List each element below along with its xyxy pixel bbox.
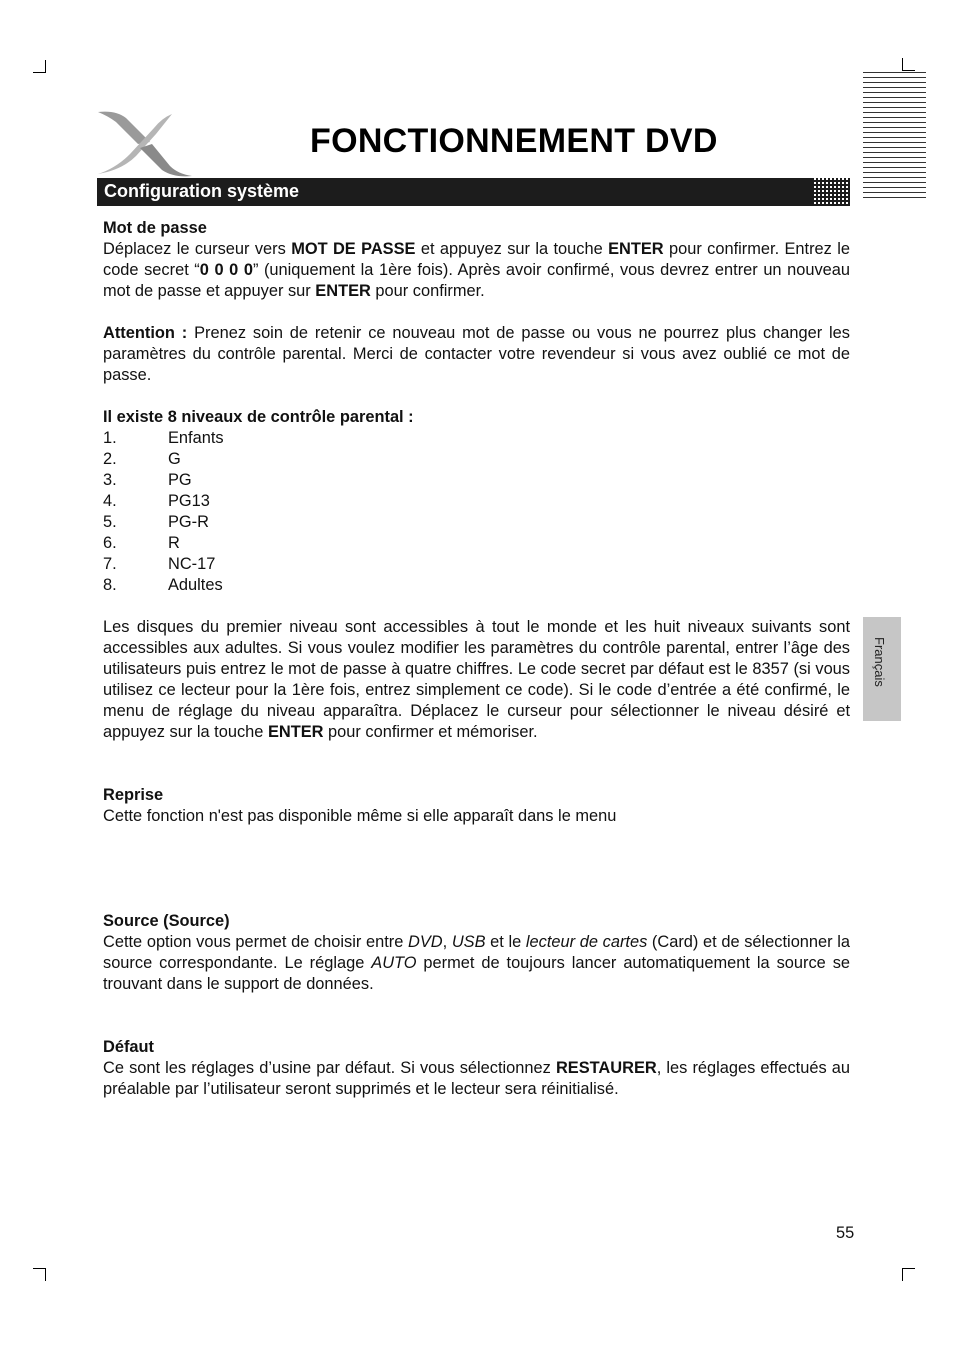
list-item: 5. PG-R (103, 513, 209, 531)
attention-label: Attention : (103, 324, 188, 342)
page-title: FONCTIONNEMENT DVD (310, 122, 718, 160)
paragraph-source: Cette option vous permet de choisir entre DVD, USB et le lecteur de cartes (Card) et de sélectionner la source correspondante. Le réglage AUTO permet de toujours lancer automatiquement la source se trouvant dans le support de données. (103, 933, 851, 993)
crop-mark-top-left (33, 60, 46, 73)
heading-parental-levels: Il existe 8 niveaux de contrôle parental : (103, 408, 414, 426)
list-item: 8. Adultes (103, 576, 223, 594)
list-item: 6. R (103, 534, 180, 552)
list-item: 1. Enfants (103, 429, 224, 447)
brand-logo-x-icon (96, 108, 196, 178)
crop-mark-bottom-left (33, 1268, 46, 1281)
paragraph-password: Déplacez le curseur vers MOT DE PASSE et appuyez sur la touche ENTER pour confirmer. Entrez le code secret “0 0 0 0” (uniquement la 1ère fois). Après avoir confirmé, vous devrez entrer un nouveau mot de passe et appuyer sur ENTER pour confirmer. (103, 240, 851, 300)
paragraph-parental: Les disques du premier niveau sont accessibles à tout le monde et les huit niveaux suivants sont accessibles aux adultes. Si vous voulez modifier les paramètres du contrôle parental, entrer l’âge des utilisateurs puis entrez le mot de passe à quatre chiffres. Le code secret par défaut est le 8357 (si vous utilisez ce lecteur pour la 1ère fois, entrez simplement ce code). Si le code d’entrée a été confirmé, le menu de réglage du niveau apparaîtra. Déplacez le curseur pour sélectionner le niveau désiré et appuyez sur la touche ENTER pour confirmer et mémoriser. (103, 618, 850, 741)
list-item: 4. PG13 (103, 492, 210, 510)
dotted-pattern-icon (814, 178, 850, 206)
decorative-stripes (863, 72, 926, 199)
language-label: Français (872, 637, 887, 687)
paragraph-defaut: Ce sont les réglages d’usine par défaut. Si vous sélectionnez RESTAURER, les réglages effectués au préalable par l’utilisateur seront supprimés et le lecteur sera réinitialisé. (103, 1059, 850, 1098)
section-header-bar (97, 178, 850, 206)
main-content (103, 218, 850, 1100)
list-item: 7. NC-17 (103, 555, 216, 573)
crop-mark-top-right (902, 58, 915, 71)
crop-mark-bottom-right (902, 1268, 915, 1281)
page-number: 55 (836, 1224, 855, 1242)
heading-reprise: Reprise (103, 786, 164, 804)
list-item: 3. PG (103, 471, 192, 489)
language-tab (863, 617, 901, 721)
section-title: Configuration système (104, 181, 300, 201)
paragraph-attention: Attention : Prenez soin de retenir ce nouveau mot de passe ou vous ne pourrez plus changer les paramètres du contrôle parental. Merci de contacter votre revendeur si vous avez oublié ce mot de passe. (103, 324, 850, 384)
parental-level-list (103, 428, 850, 596)
heading-defaut: Défaut (103, 1038, 154, 1056)
heading-source: Source (Source) (103, 912, 230, 930)
list-item: 2. G (103, 450, 181, 468)
paragraph-reprise: Cette fonction n'est pas disponible même si elle apparaît dans le menu (103, 807, 617, 825)
heading-password: Mot de passe (103, 219, 207, 237)
